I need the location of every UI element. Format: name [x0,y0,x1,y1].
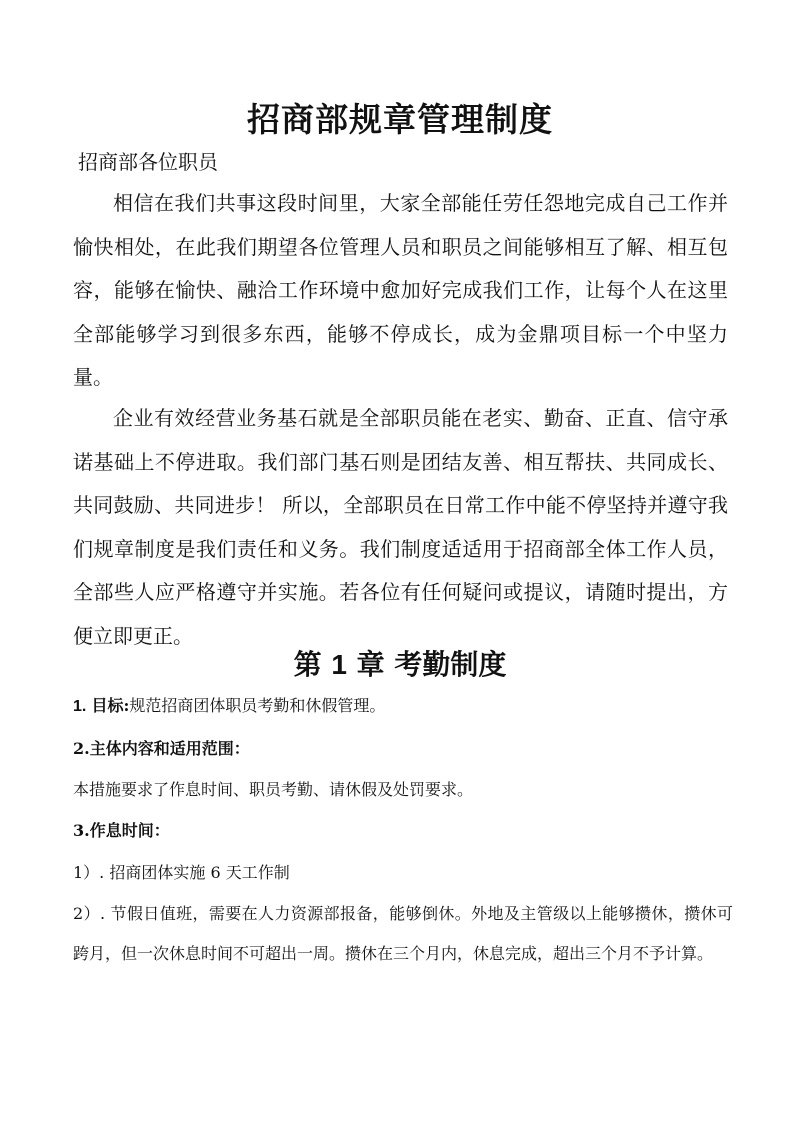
chapter-name: 章 考勤制度 [356,648,507,681]
chapter-prefix: 第 [293,648,322,681]
salutation: 招商部各位职员 [78,150,218,174]
section-hours-item-2: 2）. 节假日值班，需要在人力资源部报备，能够倒休。外地及主管级以上能够攒休，攒休可跨月，但一次休息时间不可超出一周。攒休在三个月内，休息完成，超出三个月不予计算。 [73,904,733,963]
section-scope-text: 本措施要求了作息时间、职员考勤、请休假及处罚要求。 [73,780,474,799]
section-scope-heading: 2.主体内容和适用范围： [73,739,250,758]
section-hours-heading: 3.作息时间： [73,821,170,840]
chapter-title [0,643,800,687]
section-target-number: 1. [73,698,87,715]
section-target [73,690,733,723]
body-paragraph-2: 企业有效经营业务基石就是全部职员能在老实、勤奋、正直、信守承诺基础上不停进取。我们部门基石则是团结友善、相互帮扶、共同成长、共同鼓励、共同进步！ 所以，全部职员在日常工作中能不停坚持并遵守我们规章制度是我们责任和义务。我们制度适适用于招商部全体工作人员，全部些人应严格遵守并实施。若各位有任何疑问或提议，请随时提出，方便立即更正。 [73,406,728,648]
body-paragraph-1: 相信在我们共事这段时间里，大家全部能任劳任怨地完成自己工作并愉快相处，在此我们期望各位管理人员和职员之间能够相互了解、相互包容，能够在愉快、融洽工作环境中愈加好完成我们工作，让每个人在这里全部能够学习到很多东西，能够不停成长，成为金鼎项目标一个中坚力量。 [73,191,728,389]
section-target-text: 规范招商团体职员考勤和休假管理。 [129,696,386,715]
section-hours-item-1: 1）. 招商团体实施 6 天工作制 [73,863,290,882]
section-target-label: 目标: [91,696,130,715]
chapter-number: 1 [331,649,347,680]
document-title: 招商部规章管理制度 [247,100,553,139]
